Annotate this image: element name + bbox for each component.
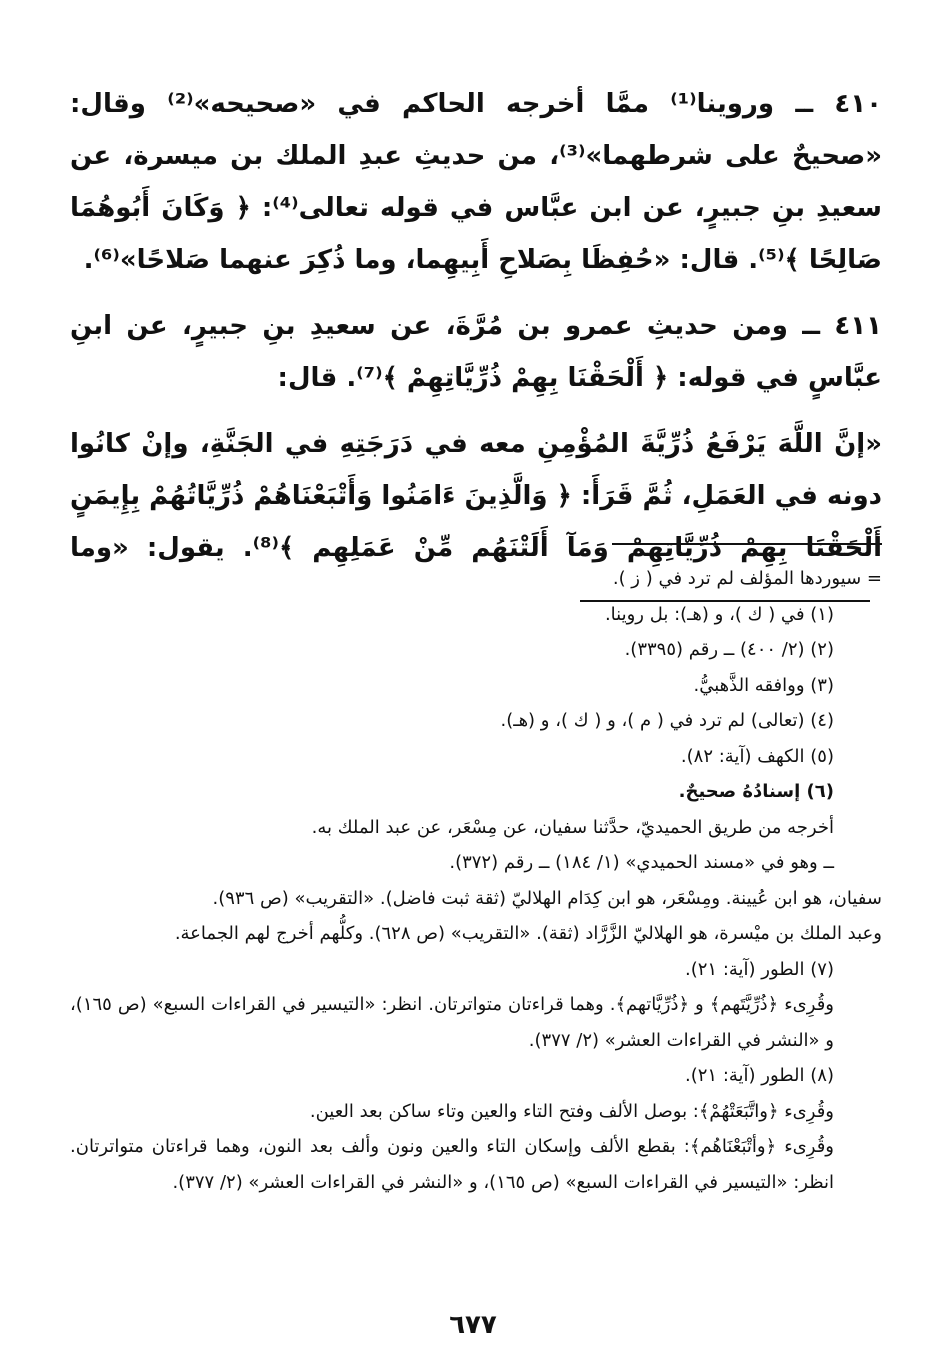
footnote-separator	[612, 543, 882, 545]
footnote-line: وقُرِىء ﴿وأتْبَعْنَاهُم﴾: بقطع الألف وإسكان التاء والعين ونون وألف بعد النون، وهما قراءتان متواترتان. انظر: «التيسير في القراءات السبع» (ص ١٦٥)، و «النشر في القراءات العشر» (٢/ ٣٧٧).	[70, 1136, 834, 1193]
footnote-line: (٢) (٢/ ٤٠٠) ــ رقم (٣٣٩٥).	[624, 639, 834, 660]
paragraph-number: ٤١٠	[834, 89, 882, 119]
footnote-line: (٤) (تعالى) لم ترد في ( م )، و ( ك )، و (هـ).	[500, 710, 834, 731]
paragraph-text: ــ ومن حديثِ عمرو بن مُرَّةَ، عن سعيدِ بنِ جبيرٍ، عن ابنِ عبَّاسٍ في قوله: ﴿ أَلْحَقْنَا بِهِمْ ذُرِّيَّاتِهِمْ ﴾⁽⁷⁾. قال:	[70, 311, 882, 393]
page-number: ٦٧٧	[449, 1310, 497, 1340]
paragraph-number: ٤١١	[834, 311, 882, 341]
footnote-line: أخرجه من طريق الحميديّ، حدَّثنا سفيان، عن مِسْعَر، عن عبد الملك به.	[311, 816, 834, 838]
footnote-line: ــ وهو في «مسند الحميدي» (١/ ١٨٤) ــ رقم (٣٧٢).	[449, 852, 834, 873]
paragraph-text: ــ وروينا⁽¹⁾ ممَّا أخرجه الحاكم في «صحيحه»⁽²⁾ وقال: «صحيحٌ على شرطهما»⁽³⁾، من حديثِ عبدِ الملك بن ميسرة، عن سعيدِ بنِ جبيرٍ، عن ابن عبَّاس في قوله تعالى⁽⁴⁾: ﴿ وَكَانَ أَبُوهُمَا صَالِحًا ﴾⁽⁵⁾. قال: «حُفِظَا بِصَلاحِ أَبِيهِما، وما ذُكِرَ عنهما صَلاحًا»⁽⁶⁾.	[70, 89, 882, 275]
footnote-line: (٨) الطور (آية: ٢١).	[685, 1065, 834, 1086]
footnote-line: (٧) الطور (آية: ٢١).	[685, 958, 834, 980]
footnote-line: وعبد الملك بن ميْسرة، هو الهلاليّ الزَّرَّاد (ثقة). «التقريب» (ص ٦٢٨). وكلُّهم أخرج لهم الجماعة.	[174, 923, 882, 944]
footnotes-list	[70, 561, 882, 1200]
footnote-line: سفيان، هو ابن عُيينة. ومِسْعَر، هو ابن كِدَام الهلاليّ (ثقة ثبت فاضل). «التقريب» (ص ٩٣٦).	[212, 887, 882, 909]
footnote-line: وقُرِىء ﴿ذُرِّيَّتَهم﴾ و ﴿ذُرِّيَّاتهم﴾. وهما قراءتان متواترتان. انظر: «التيسير في القراءات السبع» (ص ١٦٥)، و «النشر في القراءات العشر» (٢/ ٣٧٧).	[70, 994, 834, 1051]
footnote-line: (٣) ووافقه الذَّهبيُّ.	[693, 674, 834, 696]
footnote-line: = سيوردها المؤلف لم ترد في ( ز ).	[612, 568, 882, 589]
footnote-line: (٦) إسنادُهُ صحيحٌ.	[678, 781, 834, 802]
footnote-line: (٥) الكهف (آية: ٨٢).	[680, 745, 834, 767]
quote-text: «إنَّ اللَّهَ يَرْفَعُ ذُرِّيَّةَ المُؤْمِنِ معه في دَرَجَتِهِ في الجَنَّةِ، وإنْ كانُوا دونه في العَمَلِ، ثُمَّ قَرَأَ: ﴿ وَالَّذِينَ ءَامَنُوا وَأَتْبَعْنَاهُمْ ذُرِّيَّاتُهُمْ بِإِيمَنٍ أَلْحَقْنَا بِهِمْ ذُرِّيَّاتِهِمْ وَمَآ أَلَتْنَهُم مِّنْ عَمَلِهِم ﴾⁽⁸⁾. يقول: «وما	[70, 429, 882, 563]
footnote-line: وقُرِىء ﴿واتَّبَعَتْهُمْ﴾: بوصل الألف وفتح التاء والعين وتاء ساكن بعد العين.	[309, 1100, 834, 1122]
footnote-region	[70, 78, 882, 1328]
footnote-line: (١) في ( ك )، و (هـ): بل روينا.	[604, 603, 834, 625]
